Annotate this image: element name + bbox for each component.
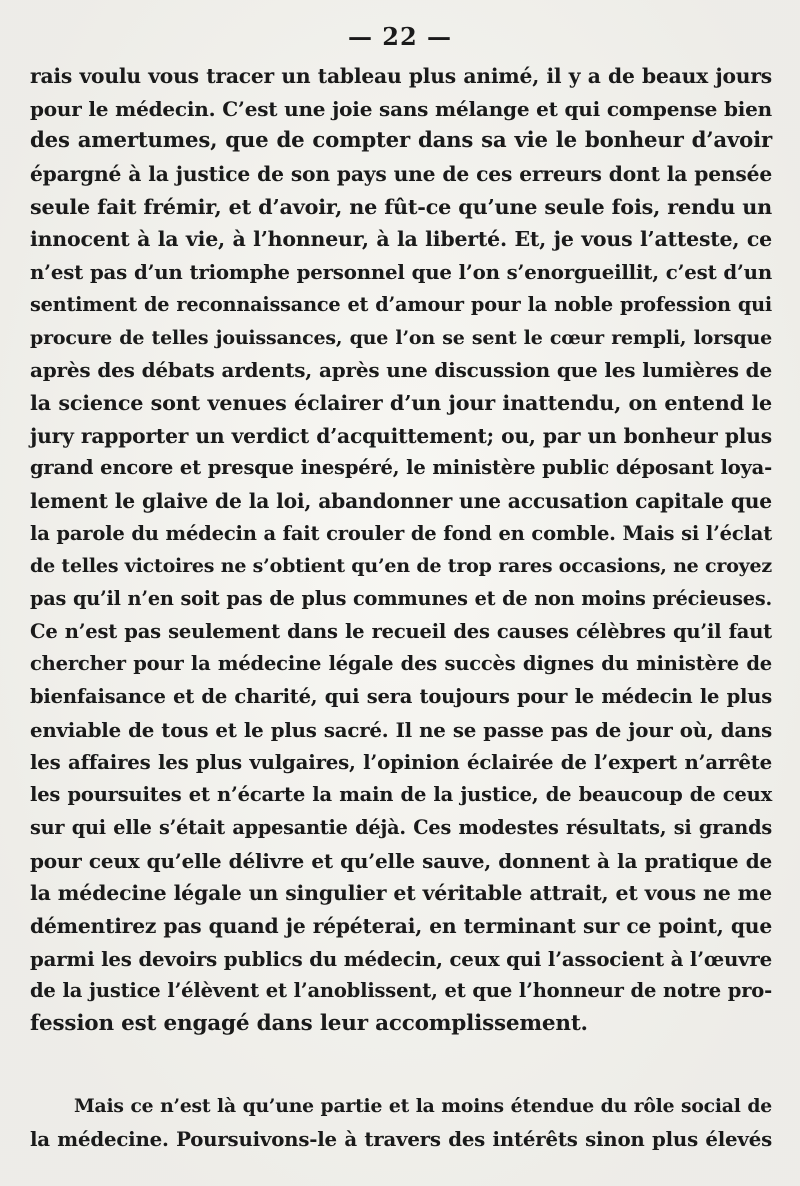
page-number: — 22 — (347, 22, 453, 51)
text-line: sur qui elle s’était appesantie déjà. Ces modestes résultats, si grands (30, 815, 772, 839)
text-line: de la justice l’élèvent et l’anoblissent, et que l’honneur de notre pro- (30, 979, 772, 1003)
text-line: pas qu’il n’en soit pas de plus communes et de non moins précieuses. (30, 587, 772, 610)
text-line: la science sont venues éclairer d’un jour inattendu, on entend le (30, 390, 772, 415)
text-line: n’est pas d’un triomphe personnel que l’on s’enorgueillit, c’est d’un (30, 260, 772, 285)
text-line: sentiment de reconnaissance et d’amour pour la noble profession qui (30, 292, 772, 316)
text-line: la médecine légale un singulier et véritable attrait, et vous ne me (30, 881, 772, 906)
text-line: procure de telles jouissances, que l’on se sent le cœur rempli, lorsque (30, 326, 772, 349)
text-line: Ce n’est pas seulement dans le recueil des causes célèbres qu’il faut (30, 619, 772, 643)
text-line: les affaires les plus vulgaires, l’opinion éclairée de l’expert n’arrête (30, 750, 772, 775)
paragraph-2 (30, 1090, 772, 1155)
text-line: des amertumes, que de compter dans sa vie le bonheur d’avoir (30, 128, 772, 154)
text-line: jury rapporter un verdict d’acquittement; ou, par un bonheur plus (30, 423, 772, 448)
text-line: enviable de tous et le plus sacré. Il ne se passe pas de jour où, dans (30, 717, 772, 742)
text-line: rais voulu vous tracer un tableau plus animé, il y a de beaux jours (30, 64, 772, 88)
text-line: de telles victoires ne s’obtient qu’en de trop rares occasions, ne croyez (30, 555, 772, 578)
text-line: parmi les devoirs publics du médecin, ceux qui l’associent à l’œuvre (30, 946, 772, 971)
text-line: lement le glaive de la loi, abandonner une accusation capitale que (30, 488, 772, 513)
text-line: innocent à la vie, à l’honneur, à la liberté. Et, je vous l’atteste, ce (30, 227, 772, 252)
text-line: la médecine. Poursuivons-le à travers des intérêts sinon plus élevés (30, 1126, 772, 1151)
text-line: Mais ce n’est là qu’une partie et la moins étendue du rôle social de (74, 1095, 772, 1117)
text-line: chercher pour la médecine légale des succès dignes du ministère de (30, 652, 772, 676)
text-line: grand encore et presque inespéré, le ministère public déposant loya- (30, 456, 772, 480)
text-line: démentirez pas quand je répéterai, en terminant sur ce point, que (30, 913, 772, 938)
text-line: épargné à la justice de son pays une de ces erreurs dont la pensée (30, 162, 772, 187)
text-line: bienfaisance et de charité, qui sera toujours pour le médecin le plus (30, 685, 772, 709)
text-line: les poursuites et n’écarte la main de la justice, de beaucoup de ceux (30, 783, 772, 807)
text-line: pour ceux qu’elle délivre et qu’elle sauve, donnent à la pratique de (30, 848, 772, 873)
text-line: pour le médecin. C’est une joie sans mélange et qui compense bien (30, 96, 772, 121)
text-line: la parole du médecin a fait crouler de fond en comble. Mais si l’éclat (30, 521, 772, 545)
text-line: seule fait frémir, et d’avoir, ne fût-ce qu’une seule fois, rendu un (30, 194, 772, 219)
paragraph-1 (30, 60, 772, 1041)
text-line: fession est engagé dans leur accomplissement. (30, 1010, 588, 1036)
text-line: après des débats ardents, après une discussion que les lumières de (30, 358, 772, 383)
